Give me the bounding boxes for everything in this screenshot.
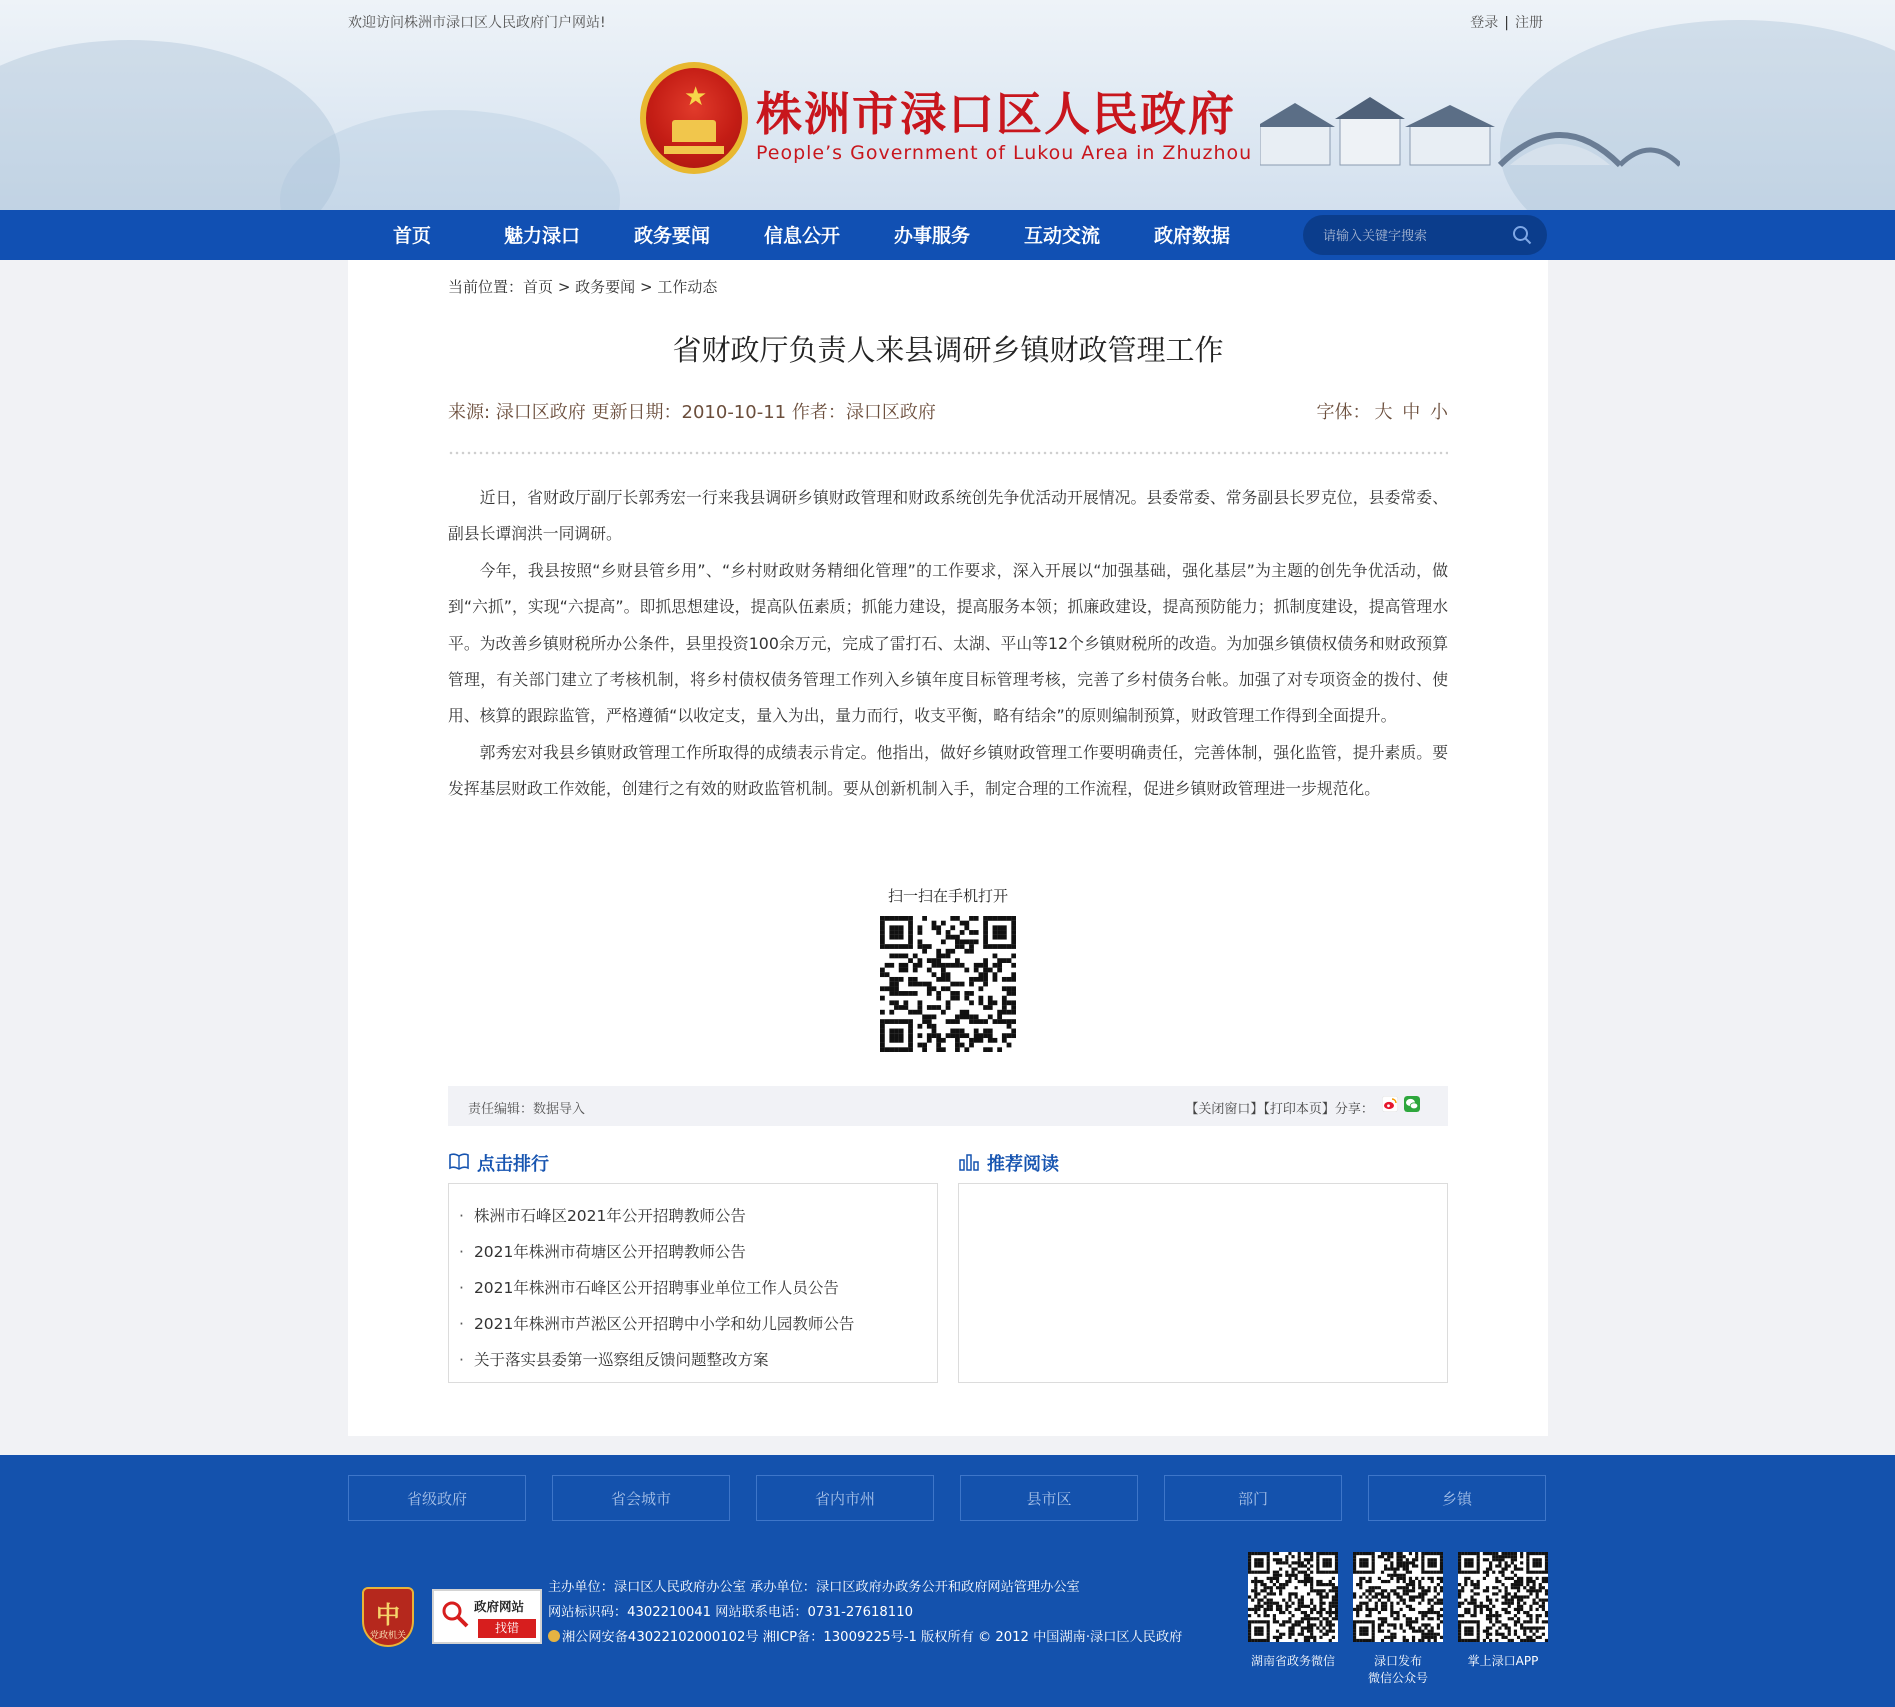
- qr-caption-wechat: 渌口发布 微信公众号: [1367, 1654, 1428, 1685]
- qr-caption: 扫一扫在手机打开: [887, 887, 1008, 905]
- magnifier-icon: [440, 1599, 470, 1629]
- village-illustration: [1260, 95, 1680, 170]
- article-paragraph: 今年，我县按照“乡财县管乡用”、“乡村财政财务精细化管理”的工作要求，深入开展以“加强基础，强化基层”为主题的创先争优活动，做到“六抓”，实现“六提高”。即抓思想建设，提高队伍素质；抓能力建设，提高服务本领；抓廉政建设，提高预防能力；抓制度建设，提高管理水平。为改善乡镇财税所办公条件，县里投资100余万元，完成了雷打石、太湖、平山等12个乡镇财税所的改造。为加强乡镇债权债务和财政预算管理，有关部门建立了考核机制，将乡村债权债务管理工作列入乡镇年度目标管理考核，完善了乡村债务台帐。加强了对专项资金的拨付、使用、核算的跟踪监管，严格遵循“以收定支，量入为出，量力而行，收支平衡，略有结余”的原则编制预算，财政管理工作得到全面提升。: [448, 560, 1448, 726]
- font-size-switcher: [1317, 398, 1448, 424]
- font-small-button[interactable]: 小: [1430, 402, 1448, 423]
- nav-interaction[interactable]: 互动交流: [1023, 225, 1100, 247]
- mobile-qr-code: [880, 916, 1016, 1052]
- breadcrumb-sep: >: [557, 278, 571, 296]
- responsible-editor: 责任编辑：数据导入: [468, 1102, 586, 1117]
- site-subtitle: People’s Government of Lukou Area in Zhuzhou: [756, 142, 1253, 164]
- ranking-item[interactable]: · 株洲市石峰区2021年公开招聘教师公告: [459, 1198, 909, 1234]
- footer-organizer: 主办单位：渌口区人民政府办公室 承办单位：渌口区政府办政务公开和政府网站管理办公室: [548, 1580, 1080, 1595]
- breadcrumb: [448, 276, 717, 297]
- police-badge-icon: [548, 1630, 560, 1642]
- search-box: [1303, 215, 1547, 255]
- article-paragraph: 郭秀宏对我县乡镇财政管理工作所取得的成绩表示肯定。他指出，做好乡镇财政管理工作要明确责任，完善体制，强化监管，提升素质。要发挥基层财政工作效能，创建行之有效的财政监管机制。要从创新机制入手，制定合理的工作流程，促进乡镇财政管理进一步规范化。: [448, 742, 1448, 799]
- article-panel: [348, 260, 1548, 1436]
- wechat-share-icon[interactable]: [1404, 1096, 1420, 1112]
- footer-site-id: 网站标识码：4302210041 网站联系电话：0731-27618110: [548, 1605, 913, 1620]
- weibo-share-icon[interactable]: [1382, 1096, 1398, 1112]
- footer-link-prefectures[interactable]: 省内市州: [756, 1475, 934, 1521]
- lukou-wechat-qr: [1353, 1552, 1443, 1642]
- report-error-badge[interactable]: [432, 1589, 542, 1644]
- editor-bar: [448, 1086, 1448, 1126]
- party-gov-symbol: 中: [376, 1601, 400, 1629]
- nav-charm-lukou[interactable]: 魅力渌口: [503, 225, 580, 247]
- breadcrumb-current[interactable]: 工作动态: [657, 278, 718, 296]
- register-link[interactable]: 注册: [1515, 15, 1543, 31]
- main-nav: [0, 210, 1895, 260]
- nav-services[interactable]: 办事服务: [893, 225, 970, 247]
- search-icon[interactable]: [1511, 224, 1533, 246]
- print-page-link[interactable]: 【打印本页】: [1263, 1102, 1335, 1117]
- auth-links: [1470, 12, 1543, 32]
- ranking-list: [448, 1183, 938, 1383]
- recommend-list: [958, 1183, 1448, 1383]
- book-icon: [448, 1150, 470, 1172]
- footer-link-provincial[interactable]: 省级政府: [348, 1475, 526, 1521]
- qr-caption-hunan: 湖南省政务微信: [1250, 1654, 1335, 1668]
- qr-caption-app: 掌上渌口APP: [1467, 1654, 1539, 1668]
- nav-info-disclosure[interactable]: 信息公开: [763, 225, 840, 247]
- article-meta: 来源: 渌口区政府 更新日期：2010-10-11 作者：渌口区政府: [448, 402, 936, 423]
- footer-copyright-row: [548, 1625, 1182, 1650]
- nav-home[interactable]: 首页: [392, 225, 431, 247]
- article-title: 省财政厅负责人来县调研乡镇财政管理工作: [672, 333, 1224, 367]
- site-title[interactable]: 株洲市渌口区人民政府: [756, 87, 1236, 141]
- recommend-title: 推荐阅读: [987, 1154, 1059, 1175]
- login-link[interactable]: 登录: [1470, 15, 1499, 31]
- national-emblem-icon: ★: [640, 62, 748, 174]
- search-input[interactable]: [1321, 224, 1505, 248]
- breadcrumb-label: 当前位置：: [448, 278, 524, 296]
- hunan-wechat-qr: [1248, 1552, 1338, 1642]
- report-error-action: 找错: [478, 1619, 536, 1638]
- footer-link-capitals[interactable]: 省会城市: [552, 1475, 730, 1521]
- welcome-text: 欢迎访问株洲市渌口区人民政府门户网站!: [348, 15, 606, 31]
- font-medium-button[interactable]: 中: [1402, 402, 1421, 423]
- site-header: [0, 0, 1895, 210]
- ranking-item[interactable]: · 关于落实县委第一巡察组反馈问题整改方案: [459, 1342, 909, 1378]
- font-size-label: 字体：: [1316, 402, 1371, 423]
- party-gov-label: 党政机关: [369, 1631, 406, 1641]
- auth-divider: |: [1504, 15, 1509, 31]
- share-label: 分享：: [1334, 1102, 1374, 1117]
- footer-info: [548, 1575, 1182, 1650]
- ranking-item[interactable]: · 2021年株洲市荷塘区公开招聘教师公告: [459, 1234, 909, 1270]
- breadcrumb-section[interactable]: 政务要闻: [575, 278, 636, 296]
- party-gov-badge[interactable]: [362, 1587, 414, 1647]
- footer-copyright: 湘公网安备43022102000102号 湘ICP备：13009225号-1 版权所有 © 2012 中国湖南·渌口区人民政府: [562, 1630, 1183, 1645]
- footer-link-counties[interactable]: 县市区: [960, 1475, 1138, 1521]
- footer-link-departments[interactable]: 部门: [1164, 1475, 1342, 1521]
- breadcrumb-home[interactable]: 首页: [523, 278, 554, 296]
- breadcrumb-sep: >: [639, 278, 653, 296]
- close-window-link[interactable]: 【关闭窗口】: [1185, 1102, 1264, 1117]
- nav-gov-news[interactable]: 政务要闻: [633, 225, 710, 247]
- bar-chart-icon: [958, 1150, 980, 1172]
- font-large-button[interactable]: 大: [1374, 402, 1393, 423]
- footer-link-towns[interactable]: 乡镇: [1368, 1475, 1546, 1521]
- ranking-item[interactable]: · 2021年株洲市石峰区公开招聘事业单位工作人员公告: [459, 1270, 909, 1306]
- nav-gov-data[interactable]: 政府数据: [1153, 225, 1230, 247]
- article-body: [448, 480, 1448, 808]
- report-error-title: 政府网站: [474, 1599, 525, 1614]
- dotted-divider: [448, 450, 1448, 456]
- article-paragraph: 近日，省财政厅副厅长郭秀宏一行来我县调研乡镇财政管理和财政系统创先争优活动开展情况。县委常委、常务副县长罗克位，县委常委、副县长谭润洪一同调研。: [448, 488, 1448, 544]
- ranking-item[interactable]: · 2021年株洲市芦淞区公开招聘中小学和幼儿园教师公告: [459, 1306, 909, 1342]
- lukou-app-qr: [1458, 1552, 1548, 1642]
- ranking-title: 点击排行: [477, 1154, 549, 1175]
- site-footer: [0, 1455, 1895, 1707]
